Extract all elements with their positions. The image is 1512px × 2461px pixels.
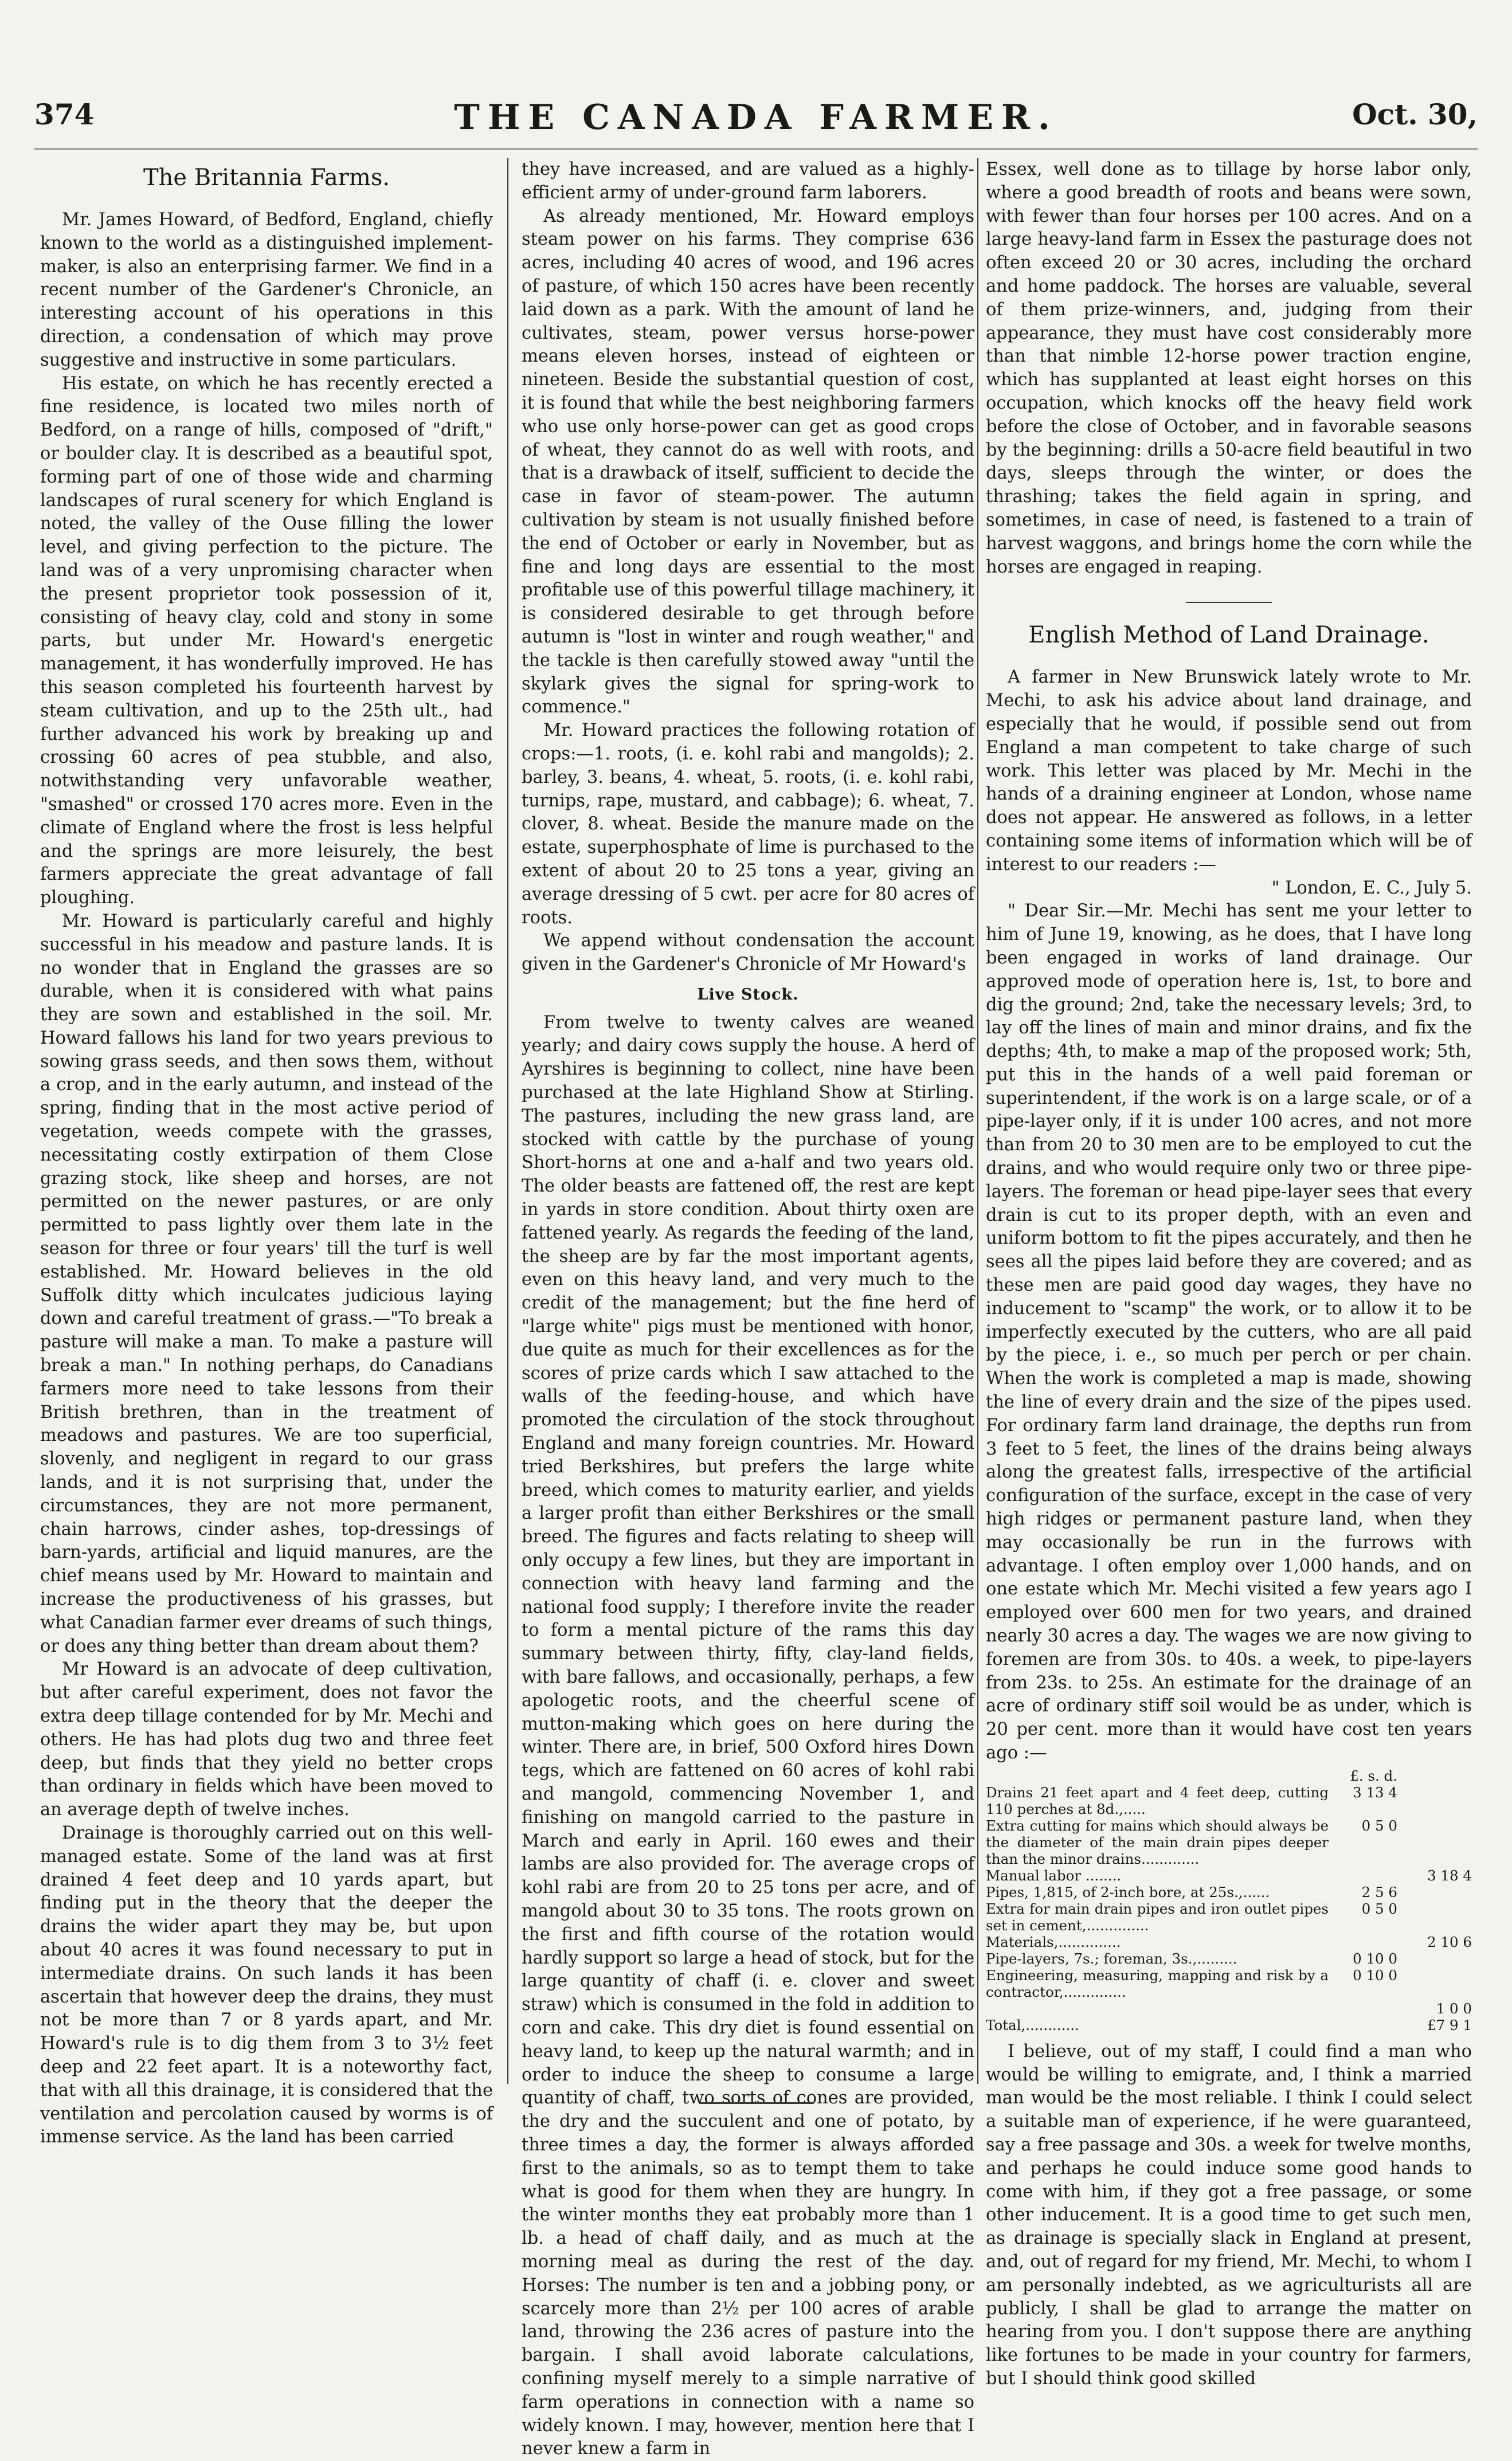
table-cell-label: Total,............ bbox=[986, 2016, 1079, 2033]
table-row bbox=[986, 1967, 1472, 2000]
paragraph: As already mentioned, Mr. Howard employs steam power on his farms. They comprise 636 acres, including 40 acres of wood, and 196 acres of pasture, of which 150 acres have been recently laid down as a park. With the amount of land he cultivates, steam, power versus horse-power means eleven horses, instead of eighteen or nineteen. Beside the substantial question of cost, it is found that while the best neighboring farmers who use only horse-power can get as good crops of wheat, they cannot do as well with roots, and that is a drawback of itself, sufficient to decide the case in favor of steam-power. The autumn cultivation by steam is not usually finished before the end of October or early in November, but as fine and long days are essential to the most profitable use of this powerful tillage machinery, it is considered desirable to get through before autumn is "lost in winter and rough weather," and the tackle is then carefully stowed away "until the skylark gives the signal for spring-work to commence." bbox=[522, 206, 974, 718]
table-row bbox=[986, 1934, 1472, 1950]
table-header-row bbox=[986, 1768, 1472, 1784]
paragraph: His estate, on which he has recently erected a fine residence, is located two miles north of Bedford, on a range of hills, composed of "drift," or boulder clay. It is described as a beautiful spot, forming part of one of those wide and charming landscapes of rural scenery for which England is noted, the valley of the Ouse filling the lower level, and giving perfection to the picture. The land was of a very unpromising character when the present proprietor took possession of it, consisting of heavy clay, cold and stony in some parts, but under Mr. Howard's energetic management, it has wonderfully improved. He has this season completed his fourteenth harvest by steam cultivation, and up to the 25th ult., had further advanced his work by breaking up and crossing 60 acres of pea stubble, and also, notwithstanding very unfavorable weather, "smashed" or crossed 170 acres more. Even in the climate of England where the frost is less helpful and the springs are more leisurely, the best farmers appreciate the great advantage of fall ploughing. bbox=[40, 373, 493, 908]
table-row bbox=[986, 1900, 1472, 1934]
article-title: The Britannia Farms. bbox=[143, 164, 390, 191]
table-cell-amount: 3 13 4 bbox=[1353, 1784, 1397, 1801]
table-cell-amount bbox=[1397, 1950, 1472, 1967]
table-cell-label: Engineering, measuring, mapping and risk by a contractor,.............. bbox=[986, 1966, 1329, 2000]
paragraph: Mr Howard is an advocate of deep cultivation, but after careful experiment, does not favor the extra deep tillage contended for by Mr. Mechi and others. He has had plots dug two and three feet deep, but finds that they yield no better crops than ordinary in fields which have been moved to an average depth of twelve inches. bbox=[40, 1659, 493, 1820]
table-cell-amount bbox=[1329, 2017, 1397, 2033]
cost-table bbox=[986, 1768, 1472, 2033]
column-1 bbox=[40, 158, 493, 2148]
table-cell-amount bbox=[1397, 1884, 1472, 1900]
table-cell-label: Manual labor ........ bbox=[986, 1867, 1122, 1884]
paragraph: I believe, out of my staff, I could find a man who would be willing to emigrate, and, I think a married man would be the most reliable. I think I could select a suitable man of experience, if he were guaranteed, say a free passage and 30s. a week for twelve months, and perhaps he could induce some good hands to come with him, if they got a free passage, or some other inducement. It is a good time to get such men, as drainage is specially slack in England at present, and, out of regard for my friend, Mr. Mechi, to whom I am personally indebted, as we agriculturists all are publicly, I shall be glad to arrange the matter on hearing from you. I don't suppose there are anything like fortunes to be made in your country for farmers, but I should think good skilled bbox=[986, 2041, 1472, 2389]
column-divider bbox=[977, 158, 978, 2084]
table-cell-amount bbox=[1397, 1817, 1472, 1867]
table-cell-amount bbox=[1397, 1784, 1472, 1817]
issue-date: Oct. 30, bbox=[1352, 97, 1478, 131]
column-divider bbox=[507, 158, 508, 2084]
table-cell-amount bbox=[1329, 1867, 1397, 1884]
table-row bbox=[986, 1817, 1472, 1867]
article-divider bbox=[1186, 602, 1272, 603]
table-cell-amount bbox=[1329, 2000, 1397, 2017]
paragraph: they have increased, and are valued as a highly-efficient army of under-ground farm laborers. bbox=[522, 159, 974, 203]
table-cell-amount: 0 5 0 bbox=[1361, 1900, 1397, 1917]
paragraph: Mr. Howard is particularly careful and highly successful in his meadow and pasture lands. It is no wonder that in England the grasses are so durable, when it is considered with what pains they are sown and established in the soil. Mr. Howard fallows his land for two years previous to sowing grass seeds, and then sows them, without a crop, and in the early autumn, and instead of the spring, finding that in the most active period of vegetation, weeds compete with the grasses, necessitating costly extirpation of them Close grazing stock, like sheep and horses, are not permitted on the newer pastures, or are only permitted to pass lightly over them late in the season for three or four years' till the turf is well established. Mr. Howard believes in the old Suffolk ditty which inculcates judicious laying down and careful treatment of grass.—"To break a pasture will make a man. To make a pasture will break a man." In nothing perhaps, do Canadians farmers more need to take lessons from their British brethren, than in the treatment of meadows and pastures. We are too superficial, slovenly, and negligent in regard to our grass lands, and it is not surprising that, under the circumstances, they are not more permanent, chain harrows, cinder ashes, top-dressings of barn-yards, artificial and liquid manures, are the chief means used by Mr. Howard to maintain and increase the productiveness of his grasses, but what Canadian farmer ever dreams of such things, or does any thing better than dream about them? bbox=[40, 911, 493, 1656]
table-cell-label bbox=[986, 2000, 1329, 2017]
paragraph: From twelve to twenty calves are weaned yearly; and dairy cows supply the house. A herd of Ayrshires is beginning to collect, nine have been purchased at the late Highland Show at Stirling. The pastures, including the new grass land, are stocked with cattle by the purchase of young Short-horns at one and a-half and two years old. The older beasts are fattened off, the rest are kept in yards in store condition. About thirty oxen are fattened yearly. As regards the feeding of the land, the sheep are by far the most important agents, even on this heavy land, and very much to the credit of the management; but the fine herd of "large white" pigs must be mentioned with honor, due quite as much for their excellences as for the scores of prize cards which I saw attached to the walls of the feeding-house, and which have promoted the circulation of the stock throughout England and many foreign countries. Mr. Howard tried Berkshires, but prefers the large white breed, which comes to maturity earlier, and yields a larger profit than either Berkshires or the small breed. The figures and facts relating to sheep will only occupy a few lines, but they are important in connection with heavy land farming and the national food supply; I therefore invite the reader to form a mental picture of the rams this day summary between thirty, fifty, clay-land fields, with bare fallows, and occasionally, perhaps, a few apologetic roots, and the cheerful scene of mutton-making which goes on here during the winter. There are, in brief, 500 Oxford hires Down tegs, which are fattened on 60 acres of kohl rabi and mangold, commencing November 1, and finishing on mangold carried to the pasture in March and early in April. 160 ewes and their lambs are also provided for. The average crops of kohl rabi are from 20 to 25 tons per acre, and of mangold about 30 to 35 tons. The roots grown on the first and fifth course of the rotation would hardly support so large a head of stock, but for the large quantity of chaff (i. e. clover and sweet straw) which is consumed in the fold in addition to corn and cake. This dry diet is found essential on heavy land, to keep up the natural warmth; and in order to induce the sheep to consume a large quantity of chaff, two sorts of cones are provided, the dry and the succulent and one of potato, by three times a day, the former is always afforded first to the animals, so as to tempt them to take what is good for them when they are hungry. In the winter months they eat probably more than 1 lb. a head of chaff daily, and as much at the morning meal as during the rest of the day. Horses: The number is ten and a jobbing pony, or scarcely more than 2½ per 100 acres of arable land, throwing the 236 acres of pasture into the bargain. I shall avoid laborate calculations, confining myself merely to a simple narrative of farm operations in connection with a name so widely known. I may, however, mention here that I never knew a farm in bbox=[522, 1012, 974, 2459]
table-row bbox=[986, 1867, 1472, 1884]
paragraph: Mr. Howard practices the following rotation of crops:—1. roots, (i. e. kohl rabi and mangolds); 2. barley, 3. beans, 4. wheat, 5. roots, (i. e. kohl rabi, turnips, rape, mustard, and cabbage); 6. wheat, 7. clover, 8. wheat. Beside the manure made on the estate, superphosphate of lime is purchased to the extent of about 20 to 25 tons a year, giving an average dressing of 5 cwt. per acre for 80 acres of roots. bbox=[522, 720, 974, 928]
table-cell-amount bbox=[1329, 1934, 1397, 1950]
table-cell-amount: 2 5 6 bbox=[1361, 1883, 1397, 1900]
table-row bbox=[986, 1884, 1472, 1900]
column-2 bbox=[522, 158, 974, 2459]
table-cell-label: Pipes, 1,815, of 2-inch bore, at 25s.,...... bbox=[986, 1883, 1270, 1900]
footer-rule bbox=[699, 2102, 814, 2104]
masthead-rule bbox=[34, 148, 1478, 150]
table-cell-amount bbox=[1397, 1900, 1472, 1934]
table-cell-amount: 0 10 0 bbox=[1353, 1950, 1397, 1967]
table-cell-label: Extra for main drain pipes and iron outlet pipes set in cement,.............. bbox=[986, 1900, 1329, 1934]
letter-body: " Dear Sir.—Mr. Mechi has sent me your letter to him of June 19, knowing, as he does, that I have long been engaged in works of land drainage. Our approved mode of operation here is, 1st, to bore and dig the ground; 2nd, take the necessary levels; 3rd, to lay off the lines of main and minor drains, and fix the depths; 4th, to make a map of the proposed work; 5th, put this in the hands of a well paid foreman or superintendent, if the work is on a large scale, or of a pipe-layer only, if it is under 100 acres, and not more than from 20 to 30 men are to be employed to cut the drains, and who would require only two or three pipe-layers. The foreman or head pipe-layer sees that every drain is cut to its proper depth, with an even and uniform bottom to fit the pipes accurately, and then he sees all the pipes laid before they are covered; and as these men are paid good day wages, they have no inducement to "scamp" the work, or to allow it to be imperfectly executed by the cutters, who are all paid by the piece, i. e., so much per perch or per chain. When the work is completed a map is made, showing the line of every drain and the size of the pipes used. For ordinary farm land drainage, the depths run from 3 feet to 5 feet, the lines of the drains being always along the greatest falls, irrespective of the artificial configuration of the surface, except in the case of very high ridges or permanent pasture land, when they may occasionally be run in the furrows with advantage. I often employ over 1,000 hands, and on one estate which Mr. Mechi visited a few years ago I employed over 600 men for two years, and drained nearly 30 acres a day. The wages we are now giving to foremen are from 30s. to 40s. a week, to pipe-layers from 23s. to 25s. An estimate for the drainage of an acre of ordinary stiff soil would be as under, which is 20 per cent. more than it would have cost ten years ago :— bbox=[986, 901, 1472, 1763]
table-cell-amount: 0 5 0 bbox=[1361, 1817, 1397, 1834]
table-cell-label: Extra cutting for mains which should always be the diameter of the main drain pipes deeper than the minor drains............. bbox=[986, 1817, 1329, 1867]
masthead bbox=[34, 97, 1478, 143]
newspaper-title: THE CANADA FARMER. bbox=[454, 97, 1058, 138]
table-cell-label: Drains 21 feet apart and 4 feet deep, cutting 110 perches at 8d.,..... bbox=[986, 1784, 1329, 1817]
table-cell-amount: 0 10 0 bbox=[1353, 1966, 1397, 1984]
table-cell-label: Materials,.............. bbox=[986, 1933, 1121, 1950]
table-cell-amount: 2 10 6 bbox=[1427, 1933, 1472, 1950]
column-3 bbox=[986, 158, 1472, 2389]
table-cell-amount: £7 9 1 bbox=[1427, 2016, 1472, 2033]
paragraph: Essex, well done as to tillage by horse labor only, where a good breadth of roots and beans were sown, with fewer than four horses per 100 acres. And on a large heavy-land farm in Essex the pasturage does not often exceed 20 or 30 acres, including the orchard and home paddock. The horses are valuable, several of them prize-winners, and, judging from their appearance, they must have cost considerably more than that nimble 12-horse power traction engine, which has supplanted at least eight horses on this occupation, which knocks off the heavy field work before the close of October, and in favorable seasons by the beginning: drills a 50-acre field beautiful in two days, sleeps through the winter, or does the thrashing; takes the field again in spring, and sometimes, in case of need, is fastened to a train of harvest waggons, and brings home the corn while the horses are engaged in reaping. bbox=[986, 159, 1472, 577]
paragraph: Mr. James Howard, of Bedford, England, chiefly known to the world as a distinguished implement-maker, is also an enterprising farmer. We find in a recent number of the Gardener's Chronicle, an interesting account of his operations in this direction, a condensation of which may prove suggestive and instructive in some particulars. bbox=[40, 210, 493, 370]
paragraph: A farmer in New Brunswick lately wrote to Mr. Mechi, to ask his advice about land drainage, and especially that he would, if possible send out from England a man competent to take charge of such work. This letter was placed by Mr. Mechi in the hands of a draining engineer at London, whose name does not appear. He answered as follows, in a letter containing some items of information which will be of interest to our readers :— bbox=[986, 667, 1472, 875]
paragraph: We append without condensation the account given in the Gardener's Chronicle of Mr Howard's bbox=[522, 931, 974, 975]
table-row bbox=[986, 1784, 1472, 1817]
page-number: 374 bbox=[34, 97, 95, 131]
table-row bbox=[986, 2017, 1472, 2033]
table-row bbox=[986, 1950, 1472, 1967]
paragraph: Drainage is thoroughly carried out on this well-managed estate. Some of the land was at first drained 4 feet deep and 10 yards apart, but finding put in the theory that the deeper the drains the wider apart they may be, but upon about 40 acres it was found necessary to put in intermediate drains. On such lands it has been ascertain that however deep the drains, they must not be more than 7 or 8 yards apart, and Mr. Howard's rule is to dig them from 3 to 3½ feet deep and 22 feet apart. It is a noteworthy fact, that with all this drainage, it is considered that the ventilation and percolation caused by worms is of immense service. As the land has been carried bbox=[40, 1823, 493, 2148]
letter-dateline: " London, E. C., July 5. bbox=[1271, 877, 1472, 898]
table-cell-amount: 1 0 0 bbox=[1436, 2000, 1472, 2017]
article-title: English Method of Land Drainage. bbox=[1028, 622, 1429, 649]
table-row bbox=[986, 2000, 1472, 2017]
table-cell-label: Pipe-layers, 7s.; foreman, 3s.,......... bbox=[986, 1950, 1237, 1967]
table-cell-amount bbox=[1397, 1967, 1472, 2000]
table-cell-amount: 3 18 4 bbox=[1427, 1867, 1472, 1884]
section-subhead: Live Stock. bbox=[697, 985, 799, 1004]
currency-header: £. s. d. bbox=[1350, 1767, 1397, 1784]
